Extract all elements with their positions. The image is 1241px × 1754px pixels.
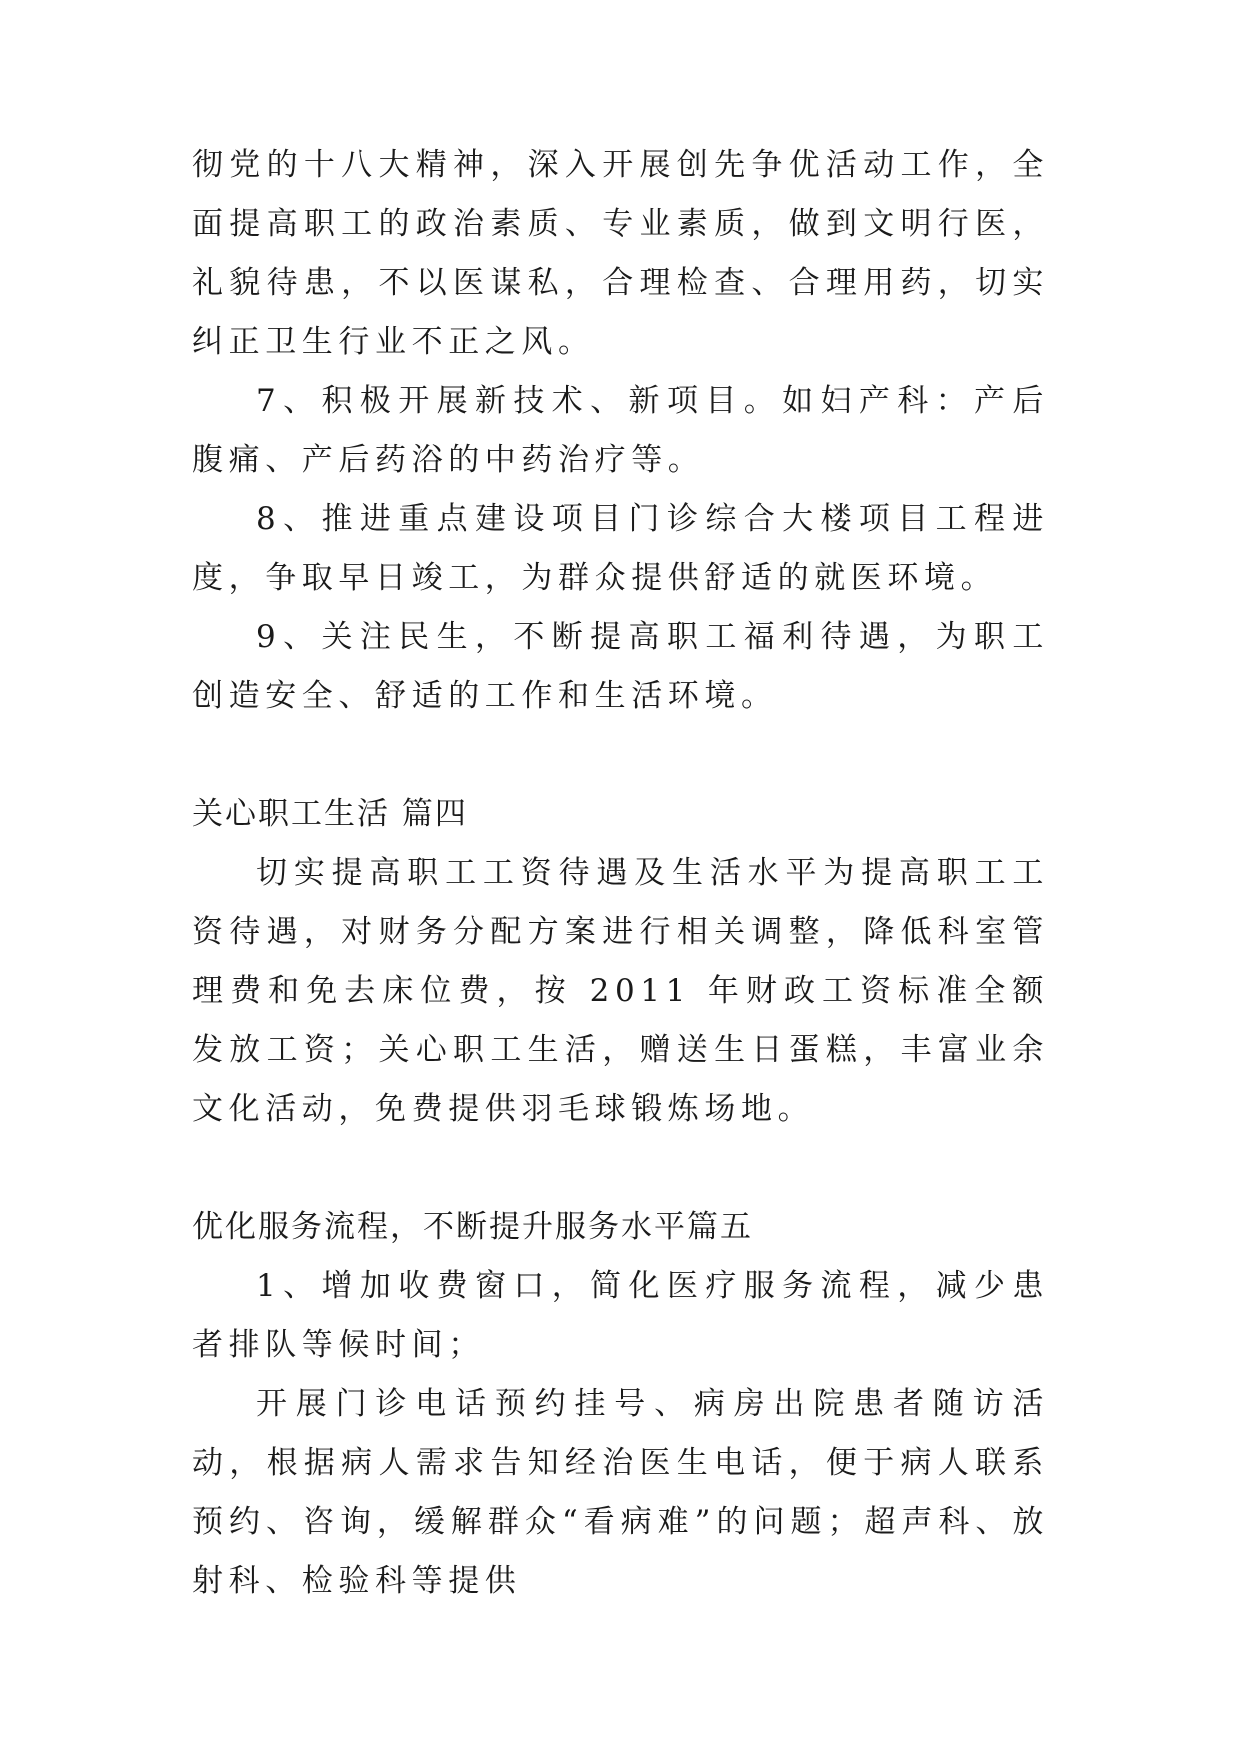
section-heading-5: 优化服务流程，不断提升服务水平篇五 [192, 1209, 753, 1245]
section-heading-4: 关心职工生活 篇四 [192, 796, 468, 832]
paragraph-item-7: 7、积极开展新技术、新项目。如妇产科：产后腹痛、产后药浴的中药治疗等。 [192, 383, 1049, 478]
document-body [192, 136, 1049, 1611]
section-5-item-1: 1、增加收费窗口，简化医疗服务流程，减少患者排队等候时间； [192, 1268, 1049, 1363]
paragraph-item-8: 8、推进重点建设项目门诊综合大楼项目工程进度，争取早日竣工，为群众提供舒适的就医环境。 [192, 501, 1049, 596]
section-4-paragraph: 切实提高职工工资待遇及生活水平为提高职工工资待遇，对财务分配方案进行相关调整，降低科室管理费和免去床位费，按 2011 年财政工资标准全额发放工资；关心职工生活，赠送生日蛋糕，丰富业余文化活动，免费提供羽毛球锻炼场地。 [192, 855, 1049, 1127]
section-spacer [192, 1139, 1049, 1198]
paragraph-item-9: 9、关注民生，不断提高职工福利待遇，为职工创造安全、舒适的工作和生活环境。 [192, 619, 1049, 714]
section-spacer [192, 726, 1049, 785]
paragraph-continuation: 彻党的十八大精神，深入开展创先争优活动工作，全面提高职工的政治素质、专业素质，做到文明行医，礼貌待患，不以医谋私，合理检查、合理用药，切实纠正卫生行业不正之风。 [192, 147, 1049, 360]
section-5-paragraph: 开展门诊电话预约挂号、病房出院患者随访活动，根据病人需求告知经治医生电话，便于病人联系预约、咨询，缓解群众“看病难”的问题；超声科、放射科、检验科等提供 [192, 1386, 1049, 1599]
